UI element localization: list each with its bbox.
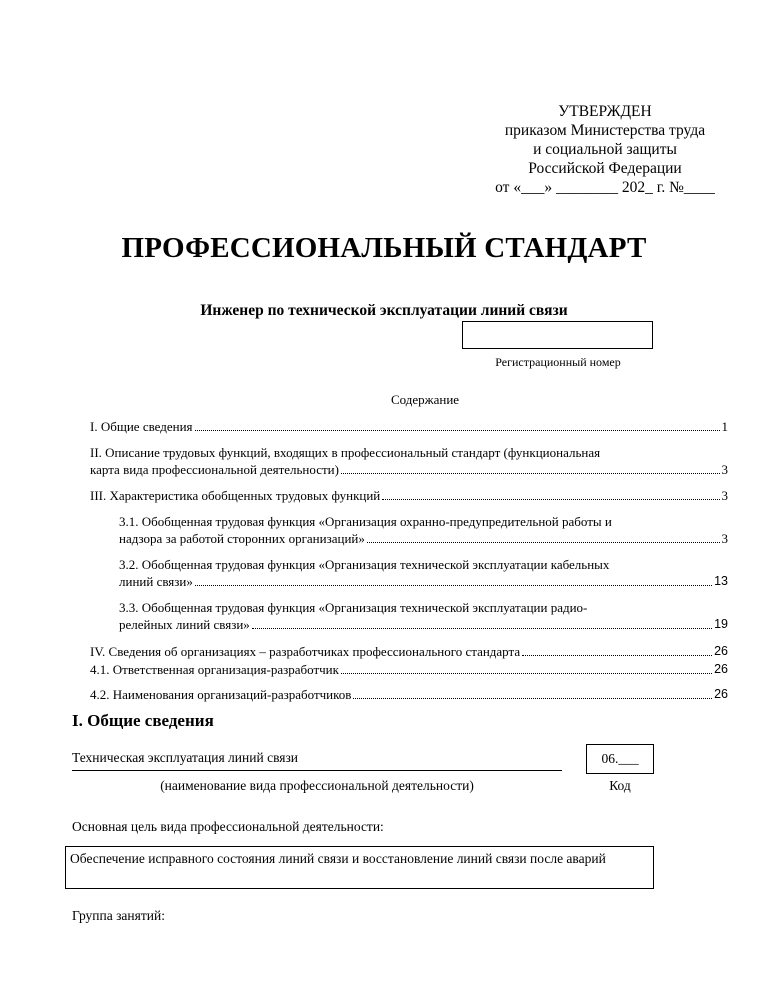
- occupation-group-label: Группа занятий:: [72, 908, 165, 923]
- registration-number-box: [462, 321, 653, 349]
- toc-item-label: надзора за работой сторонних организаций»: [119, 531, 365, 546]
- toc-item-3-1[interactable]: [119, 513, 728, 547]
- toc-leader: [341, 672, 712, 674]
- toc-page-number: 3: [721, 488, 728, 503]
- standard-name: Инженер по технической эксплуатации линий связи: [200, 302, 568, 319]
- code-caption: Код: [609, 778, 631, 793]
- toc-item-label: 3.2. Обобщенная трудовая функция «Организация технической эксплуатации кабельных: [119, 557, 610, 572]
- activity-caption: (наименование вида профессиональной деятельности): [160, 778, 474, 793]
- section-heading: I. Общие сведения: [72, 711, 214, 730]
- approval-line: Российской Федерации: [528, 160, 682, 177]
- toc-item-characteristics[interactable]: [90, 487, 728, 504]
- toc-page-number: 13: [714, 574, 728, 588]
- toc-heading: Содержание: [390, 392, 460, 407]
- toc-item-3-3[interactable]: [119, 599, 728, 633]
- toc-page-number: 19: [714, 617, 728, 631]
- activity-underline: [72, 770, 562, 771]
- toc-page-number: 3: [721, 462, 728, 477]
- toc-item-label: карта вида профессиональной деятельности): [90, 462, 339, 477]
- document-title: ПРОФЕССИОНАЛЬНЫЙ СТАНДАРТ: [121, 232, 647, 264]
- toc-item-label: I. Общие сведения: [90, 419, 193, 434]
- toc-item-label: III. Характеристика обобщенных трудовых функций: [90, 488, 381, 503]
- toc-item-functions[interactable]: [90, 444, 728, 478]
- toc-page-number: 26: [714, 687, 728, 701]
- approval-line: приказом Министерства труда: [504, 122, 706, 139]
- toc-item-label: 3.1. Обобщенная трудовая функция «Организация охранно-предупредительной работы и: [119, 514, 612, 529]
- toc-page-number: 26: [714, 644, 728, 658]
- approval-block: [440, 102, 768, 197]
- toc-item-label: 3.3. Обобщенная трудовая функция «Организация технической эксплуатации радио-: [119, 600, 588, 615]
- toc-item-4-2[interactable]: [90, 686, 728, 703]
- toc-leader: [252, 627, 712, 629]
- toc-leader: [382, 498, 719, 500]
- toc-item-label: линий связи»: [119, 574, 193, 589]
- toc-item-label: II. Описание трудовых функций, входящих в профессиональный стандарт (функциональная: [90, 445, 601, 460]
- registration-number-label: Регистрационный номер: [495, 355, 621, 369]
- goal-label: Основная цель вида профессиональной деятельности:: [72, 819, 384, 834]
- toc-page-number: 26: [714, 662, 728, 676]
- toc-page-number: 1: [721, 419, 728, 434]
- toc-item-label: релейных линий связи»: [119, 617, 250, 632]
- toc-item-label: 4.2. Наименования организаций-разработчиков: [90, 687, 352, 702]
- activity-name: Техническая эксплуатация линий связи: [72, 750, 299, 765]
- toc-leader: [353, 697, 712, 699]
- toc-item-4-1[interactable]: [90, 661, 728, 678]
- approval-line: УТВЕРЖДЕН: [558, 103, 652, 120]
- toc-item-general[interactable]: [90, 418, 728, 435]
- toc-item-label: IV. Сведения об организациях – разработчиках профессионального стандарта: [90, 644, 521, 659]
- approval-line: и социальной защиты: [533, 141, 677, 158]
- toc-leader: [367, 541, 720, 543]
- toc-leader: [195, 584, 712, 586]
- approval-line: от «___» ________ 202_ г. №____: [495, 179, 715, 196]
- toc-item-label: 4.1. Ответственная организация-разработчик: [90, 662, 339, 677]
- toc-leader: [195, 429, 720, 431]
- goal-box: Обеспечение исправного состояния линий связи и восстановление линий связи после аварий: [65, 846, 654, 889]
- activity-code-box: 06.___: [586, 744, 654, 774]
- toc-item-3-2[interactable]: [119, 556, 728, 590]
- toc-leader: [341, 472, 720, 474]
- toc-item-developers[interactable]: [90, 643, 728, 660]
- toc-leader: [522, 654, 712, 656]
- toc-page-number: 3: [721, 531, 728, 546]
